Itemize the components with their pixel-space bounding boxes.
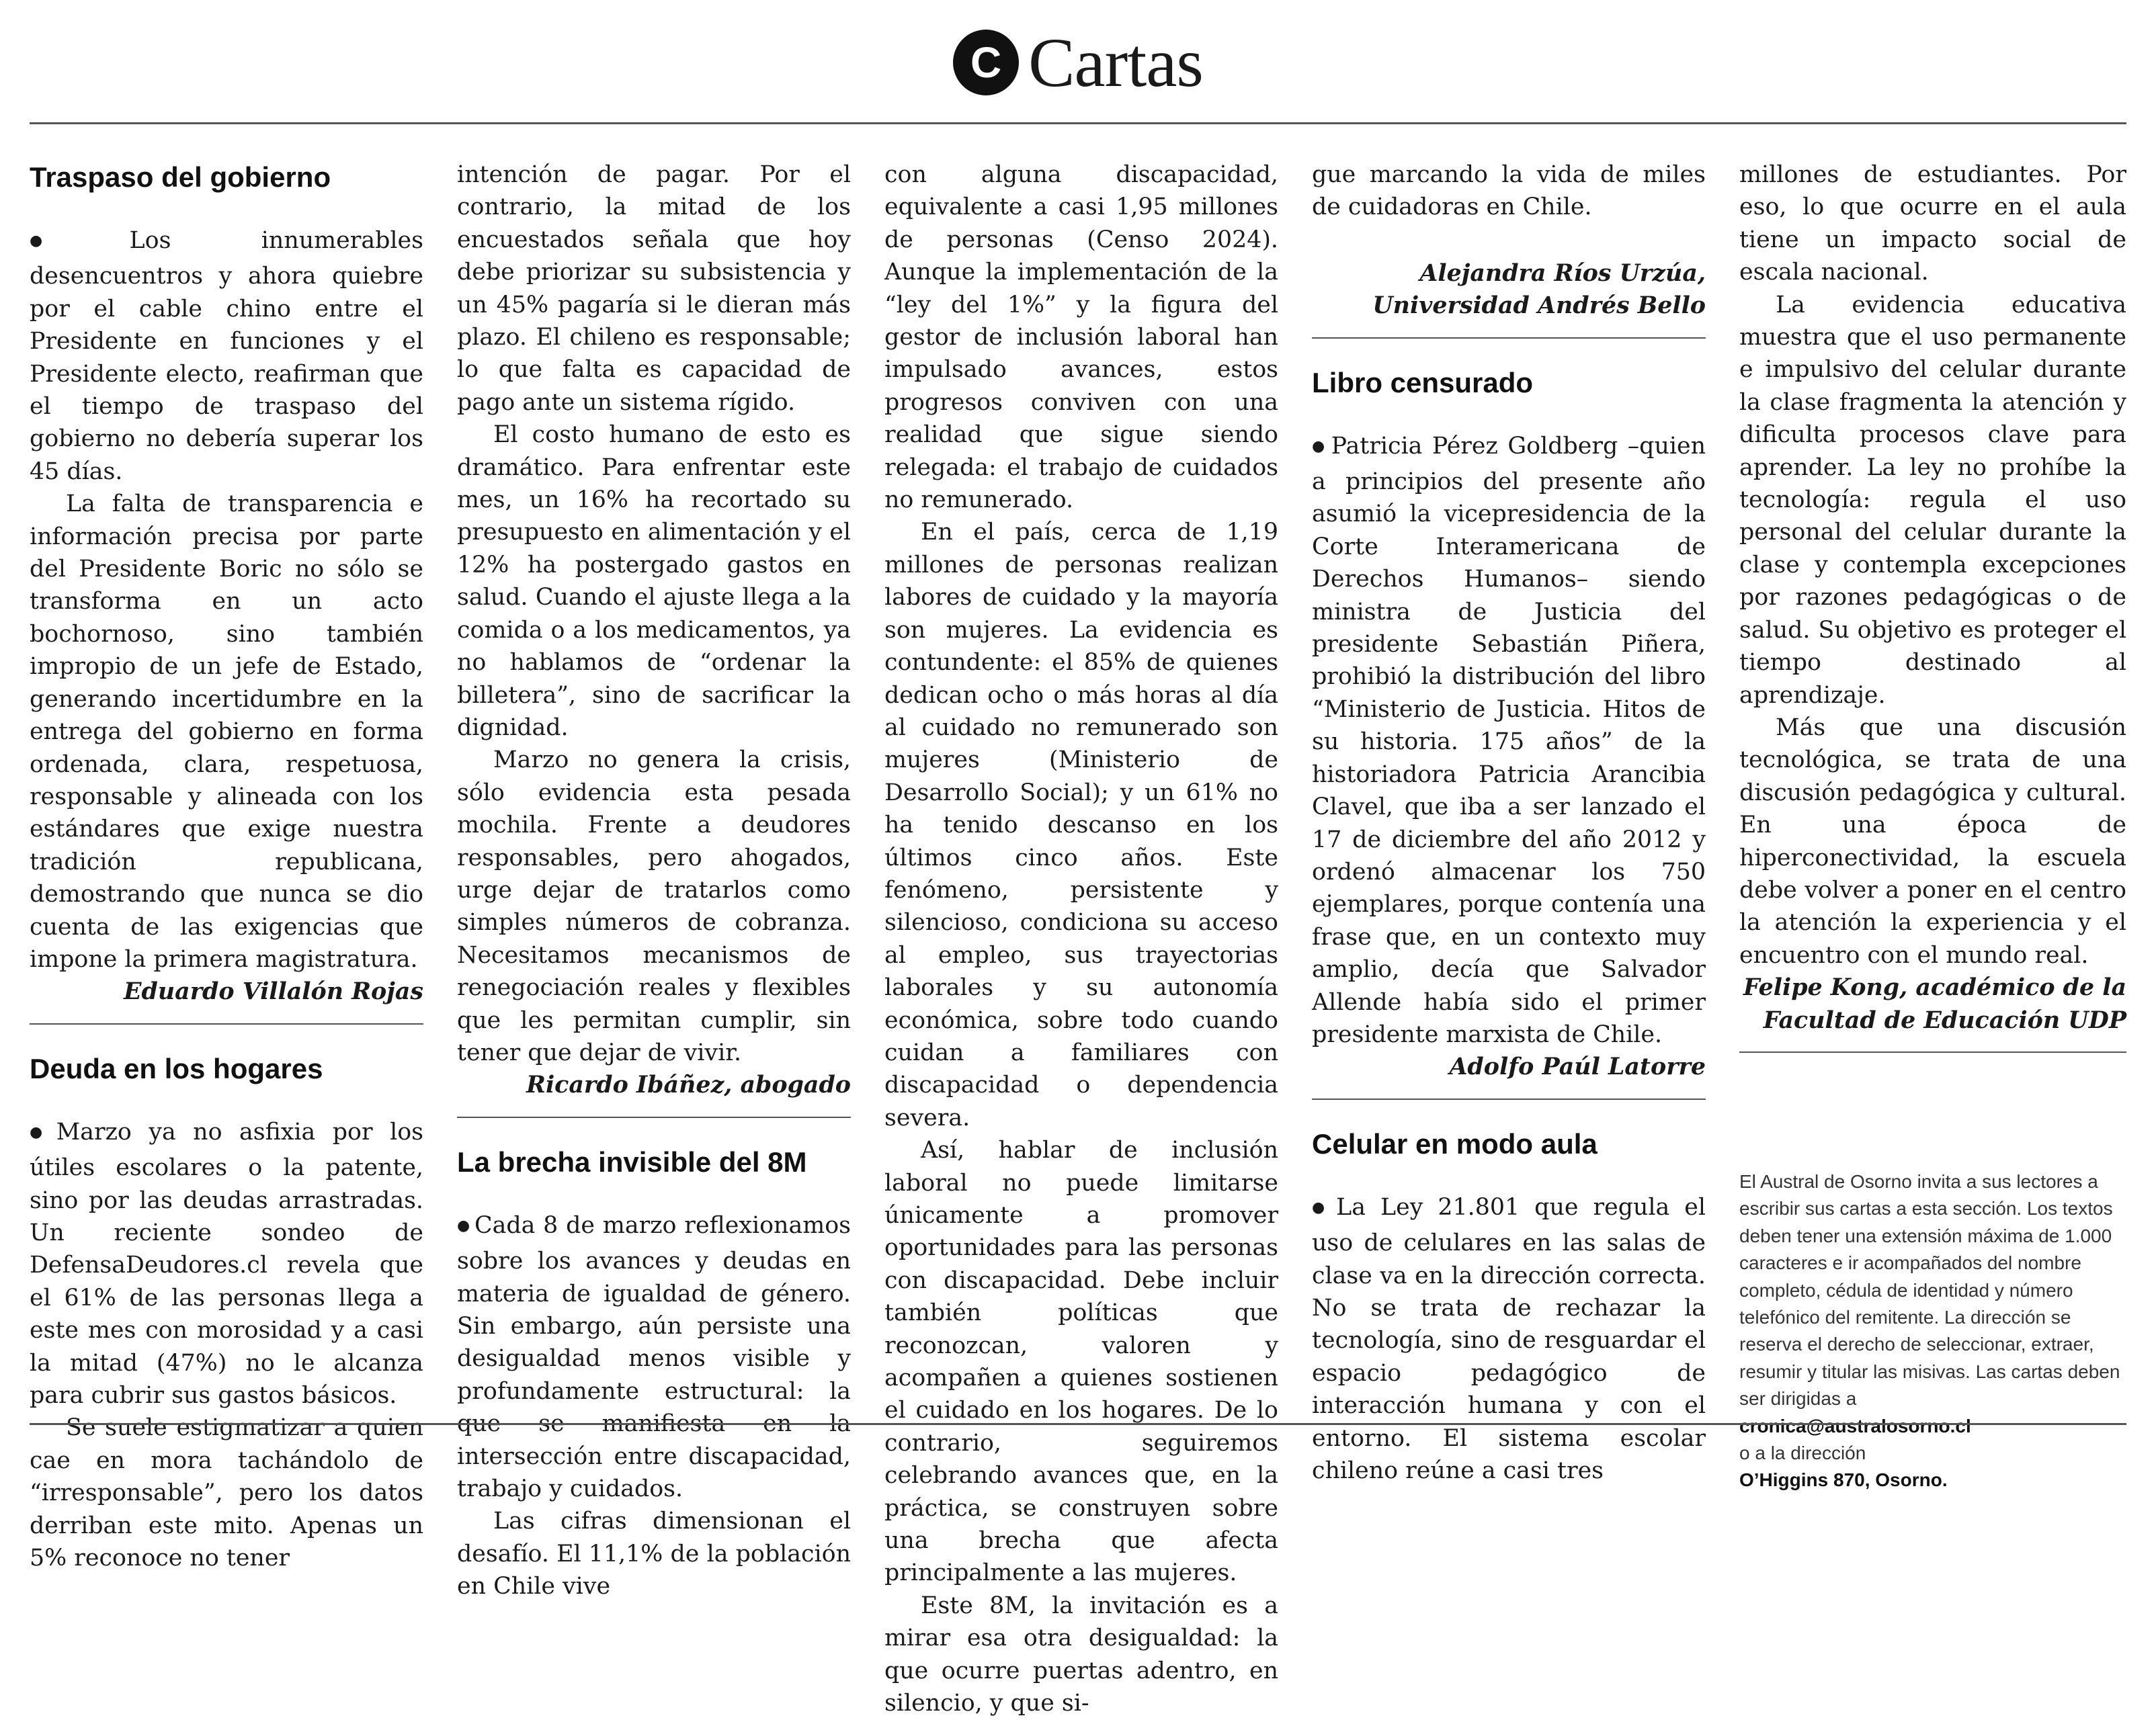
- letter-paragraph: ● Los innumerables desencuentros y ahora quiebre por el cable chino entre el Presidente en funciones y el Presidente electo, reafirman que el tiempo de traspaso del gobierno no debería superar los 45 días.: [30, 224, 423, 488]
- letter-heading: Traspaso del gobierno: [30, 161, 331, 193]
- letter-paragraph: con alguna discapacidad, equivalente a casi 1,95 millones de personas (Censo 2024). Aunque la implementación de la “ley del 1%” y la figura del gestor de inclusión laboral han impulsado avances, estos progresos conviven con una realidad que sigue siendo relegada: el trabajo de cuidados no remunerado.: [884, 161, 1278, 514]
- letter-divider: [1739, 1051, 2126, 1053]
- letter-paragraph: Este 8M, la invitación es a mirar esa otra desigualdad: la que ocurre puertas adentro, en silencio, y que si-: [884, 1592, 1278, 1717]
- letter-heading: La brecha invisible del 8M: [457, 1146, 807, 1178]
- notice-or: o a la dirección: [1739, 1443, 1866, 1464]
- notice-address: O’Higgins 870, Osorno.: [1739, 1469, 1948, 1491]
- section-title: Cartas: [1028, 24, 1203, 101]
- letter-signature: Eduardo Villalón Rojas: [124, 978, 423, 1006]
- letter-paragraph: gue marcando la vida de miles de cuidadoras en Chile.: [1312, 161, 1706, 221]
- letter-signature: Ricardo Ibáñez, abogado: [526, 1071, 851, 1099]
- letter-signature: Adolfo Paúl Latorre: [1449, 1053, 1706, 1081]
- letter-divider: [1312, 1099, 1706, 1100]
- signature-name: Felipe Kong, académico de la: [1743, 974, 2126, 1002]
- bottom-divider: [30, 1423, 2126, 1425]
- letter-paragraph: El costo humano de esto es dramático. Para enfrentar este mes, un 16% ha recortado su presupuesto en alimentación y el 12% ha postergado gastos en salud. Cuando el ajuste llega a la comida o a los medicamentos, ya no hablamos de “ordenar la billetera”, sino de sacrificar la dignidad.: [457, 421, 851, 741]
- letter-paragraph: Así, hablar de inclusión laboral no puede limitarse únicamente a promover oportunidades para las personas con discapacidad. Debe incluir también políticas que reconozcan, valoren y acompañen a quienes sostienen el cuidado en los hogares. De lo contrario, seguiremos celebrando avances que, en la práctica, se construyen sobre una brecha que afecta principalmente a las mujeres.: [884, 1137, 1278, 1587]
- masthead: [0, 19, 2156, 106]
- signature-name: Alejandra Ríos Urzúa,: [1419, 259, 1706, 287]
- letter-paragraph: En el país, cerca de 1,19 millones de personas realizan labores de cuidado y la mayoría son mujeres. La evidencia es contundente: el 85% de quienes dedican ocho o más horas al día al cuidado no remunerado son mujeres (Ministerio de Desarrollo Social); y un 61% no ha tenido descanso en los últimos cinco años. Este fenómeno, persistente y silencioso, condiciona su acceso al empleo, sus trayectorias laborales y su autonomía económica, sobre todo cuando cuidan a familiares con discapacidad o dependencia severa.: [884, 519, 1278, 1131]
- letter-heading: Deuda en los hogares: [30, 1052, 323, 1084]
- top-divider: [30, 122, 2126, 124]
- notice-text: El Austral de Osorno invita a sus lectores a escribir sus cartas a esta sección. Los textos deben tener una extensión máxima de 1.000 caracteres e ir acompañados del nombre completo, cédula de identidad y número telefónico del remitente. La dirección se reserva el derecho de seleccionar, extraer, resumir y titular las misivas. Las cartas deben ser dirigidas a: [1739, 1170, 2120, 1410]
- letter-paragraph: La falta de transparencia e información precisa por parte del Presidente Boric no sólo se transforma en un acto bochornoso, sino también impropio de un jefe de Estado, generando incertidumbre en la entrega del gobierno en forma ordenada, clara, respetuosa, responsable y alineada con los estándares que exige nuestra tradición republicana, demostrando que nunca se dio cuenta de las exigencias que impone la primera magistratura.: [30, 490, 423, 973]
- column-1: [30, 159, 423, 1572]
- letter-heading: Celular en modo aula: [1312, 1127, 1598, 1160]
- submission-notice: [1739, 1168, 2126, 1494]
- column-5: [1739, 159, 2126, 1491]
- column-4: [1312, 159, 1706, 1484]
- letter-paragraph: millones de estudiantes. Por eso, lo que ocurre en el aula tiene un impacto social de escala nacional.: [1739, 161, 2126, 286]
- letter-paragraph: intención de pagar. Por el contrario, la mitad de los encuestados señala que hoy debe priorizar su subsistencia y un 45% pagaría si le dieran más plazo. El chileno es responsable; lo que falta es capacidad de pago ante un sistema rígido.: [457, 161, 851, 416]
- notice-email[interactable]: cronica@australosorno.cl: [1739, 1415, 1971, 1436]
- letter-paragraph: Las cifras dimensionan el desafío. El 11,1% de la población en Chile vive: [457, 1508, 851, 1600]
- letter-paragraph: Se suele estigmatizar a quien cae en mora tachándolo de “irresponsable”, pero los datos derriban este mito. Apenas un 5% reconoce no tener: [30, 1414, 423, 1572]
- letter-signature: [1739, 972, 2126, 1037]
- letter-divider: [1312, 337, 1706, 339]
- letter-paragraph: Más que una discusión tecnológica, se trata de una discusión pedagógica y cultural. En una época de hiperconectividad, la escuela debe volver a poner en el centro la atención la experiencia y el encuentro con el mundo real.: [1739, 714, 2126, 969]
- signature-affiliation: Universidad Andrés Bello: [1372, 292, 1706, 320]
- letter-signature: [1312, 257, 1706, 322]
- section-logo-icon: C: [953, 30, 1019, 95]
- letter-paragraph: ● La Ley 21.801 que regula el uso de celulares en las salas de clase va en la dirección correcta. No se trata de rechazar la tecnología, sino de resguardar el espacio pedagógico de interacción humana y con el entorno. El sistema escolar chileno reúne a casi tres: [1312, 1191, 1706, 1488]
- letter-heading: Libro censurado: [1312, 366, 1534, 398]
- letter-paragraph: ● Cada 8 de marzo reflexionamos sobre los avances y deudas en materia de igualdad de género. Sin embargo, aún persiste una desigualdad menos visible y profundamente estructural: la que se manifiesta en la intersección entre discapacidad, trabajo y cuidados.: [457, 1209, 851, 1506]
- letter-paragraph: La evidencia educativa muestra que el uso permanente e impulsivo del celular durante la clase fragmenta la atención y dificulta procesos clave para aprender. La ley no prohíbe la tecnología: regula el uso personal del celular durante la clase y contempla excepciones por razones pedagógicas o de salud. Su objetivo es proteger el tiempo destinado al aprendizaje.: [1739, 291, 2126, 709]
- letter-divider: [30, 1023, 423, 1025]
- column-3: [884, 159, 1278, 1717]
- column-2: [457, 159, 851, 1600]
- letter-paragraph: ● Patricia Pérez Goldberg –quien a principios del presente año asumió la vicepresidencia de la Corte Interamericana de Derechos Humanos– siendo ministra de Justicia del presidente Sebastián Piñera, prohibió la distribución del libro “Ministerio de Justicia. Hitos de su historia. 175 años” de la historiadora Patricia Arancibia Clavel, que iba a ser lanzado el 17 de diciembre del año 2012 y ordenó almacenar los 750 ejemplares, porque contenía una frase que, en un contexto muy amplio, decía que Salvador Allende había sido el primer presidente marxista de Chile.: [1312, 430, 1706, 1051]
- signature-affiliation: Facultad de Educación UDP: [1763, 1006, 2126, 1034]
- letter-paragraph: Marzo no genera la crisis, sólo evidencia esta pesada mochila. Frente a deudores responsables, pero ahogados, urge dejar de tratarlos como simples números de cobranza. Necesitamos mecanismos de renegociación reales y flexibles que les permitan cumplir, sin tener que dejar de vivir.: [457, 746, 851, 1066]
- letter-paragraph: ● Marzo ya no asfixia por los útiles escolares o la patente, sino por las deudas arrastradas. Un reciente sondeo de DefensaDeudores.cl revela que el 61% de las personas llega a este mes con morosidad y a casi la mitad (47%) no le alcanza para cubrir sus gastos básicos.: [30, 1116, 423, 1412]
- letter-divider: [457, 1117, 851, 1118]
